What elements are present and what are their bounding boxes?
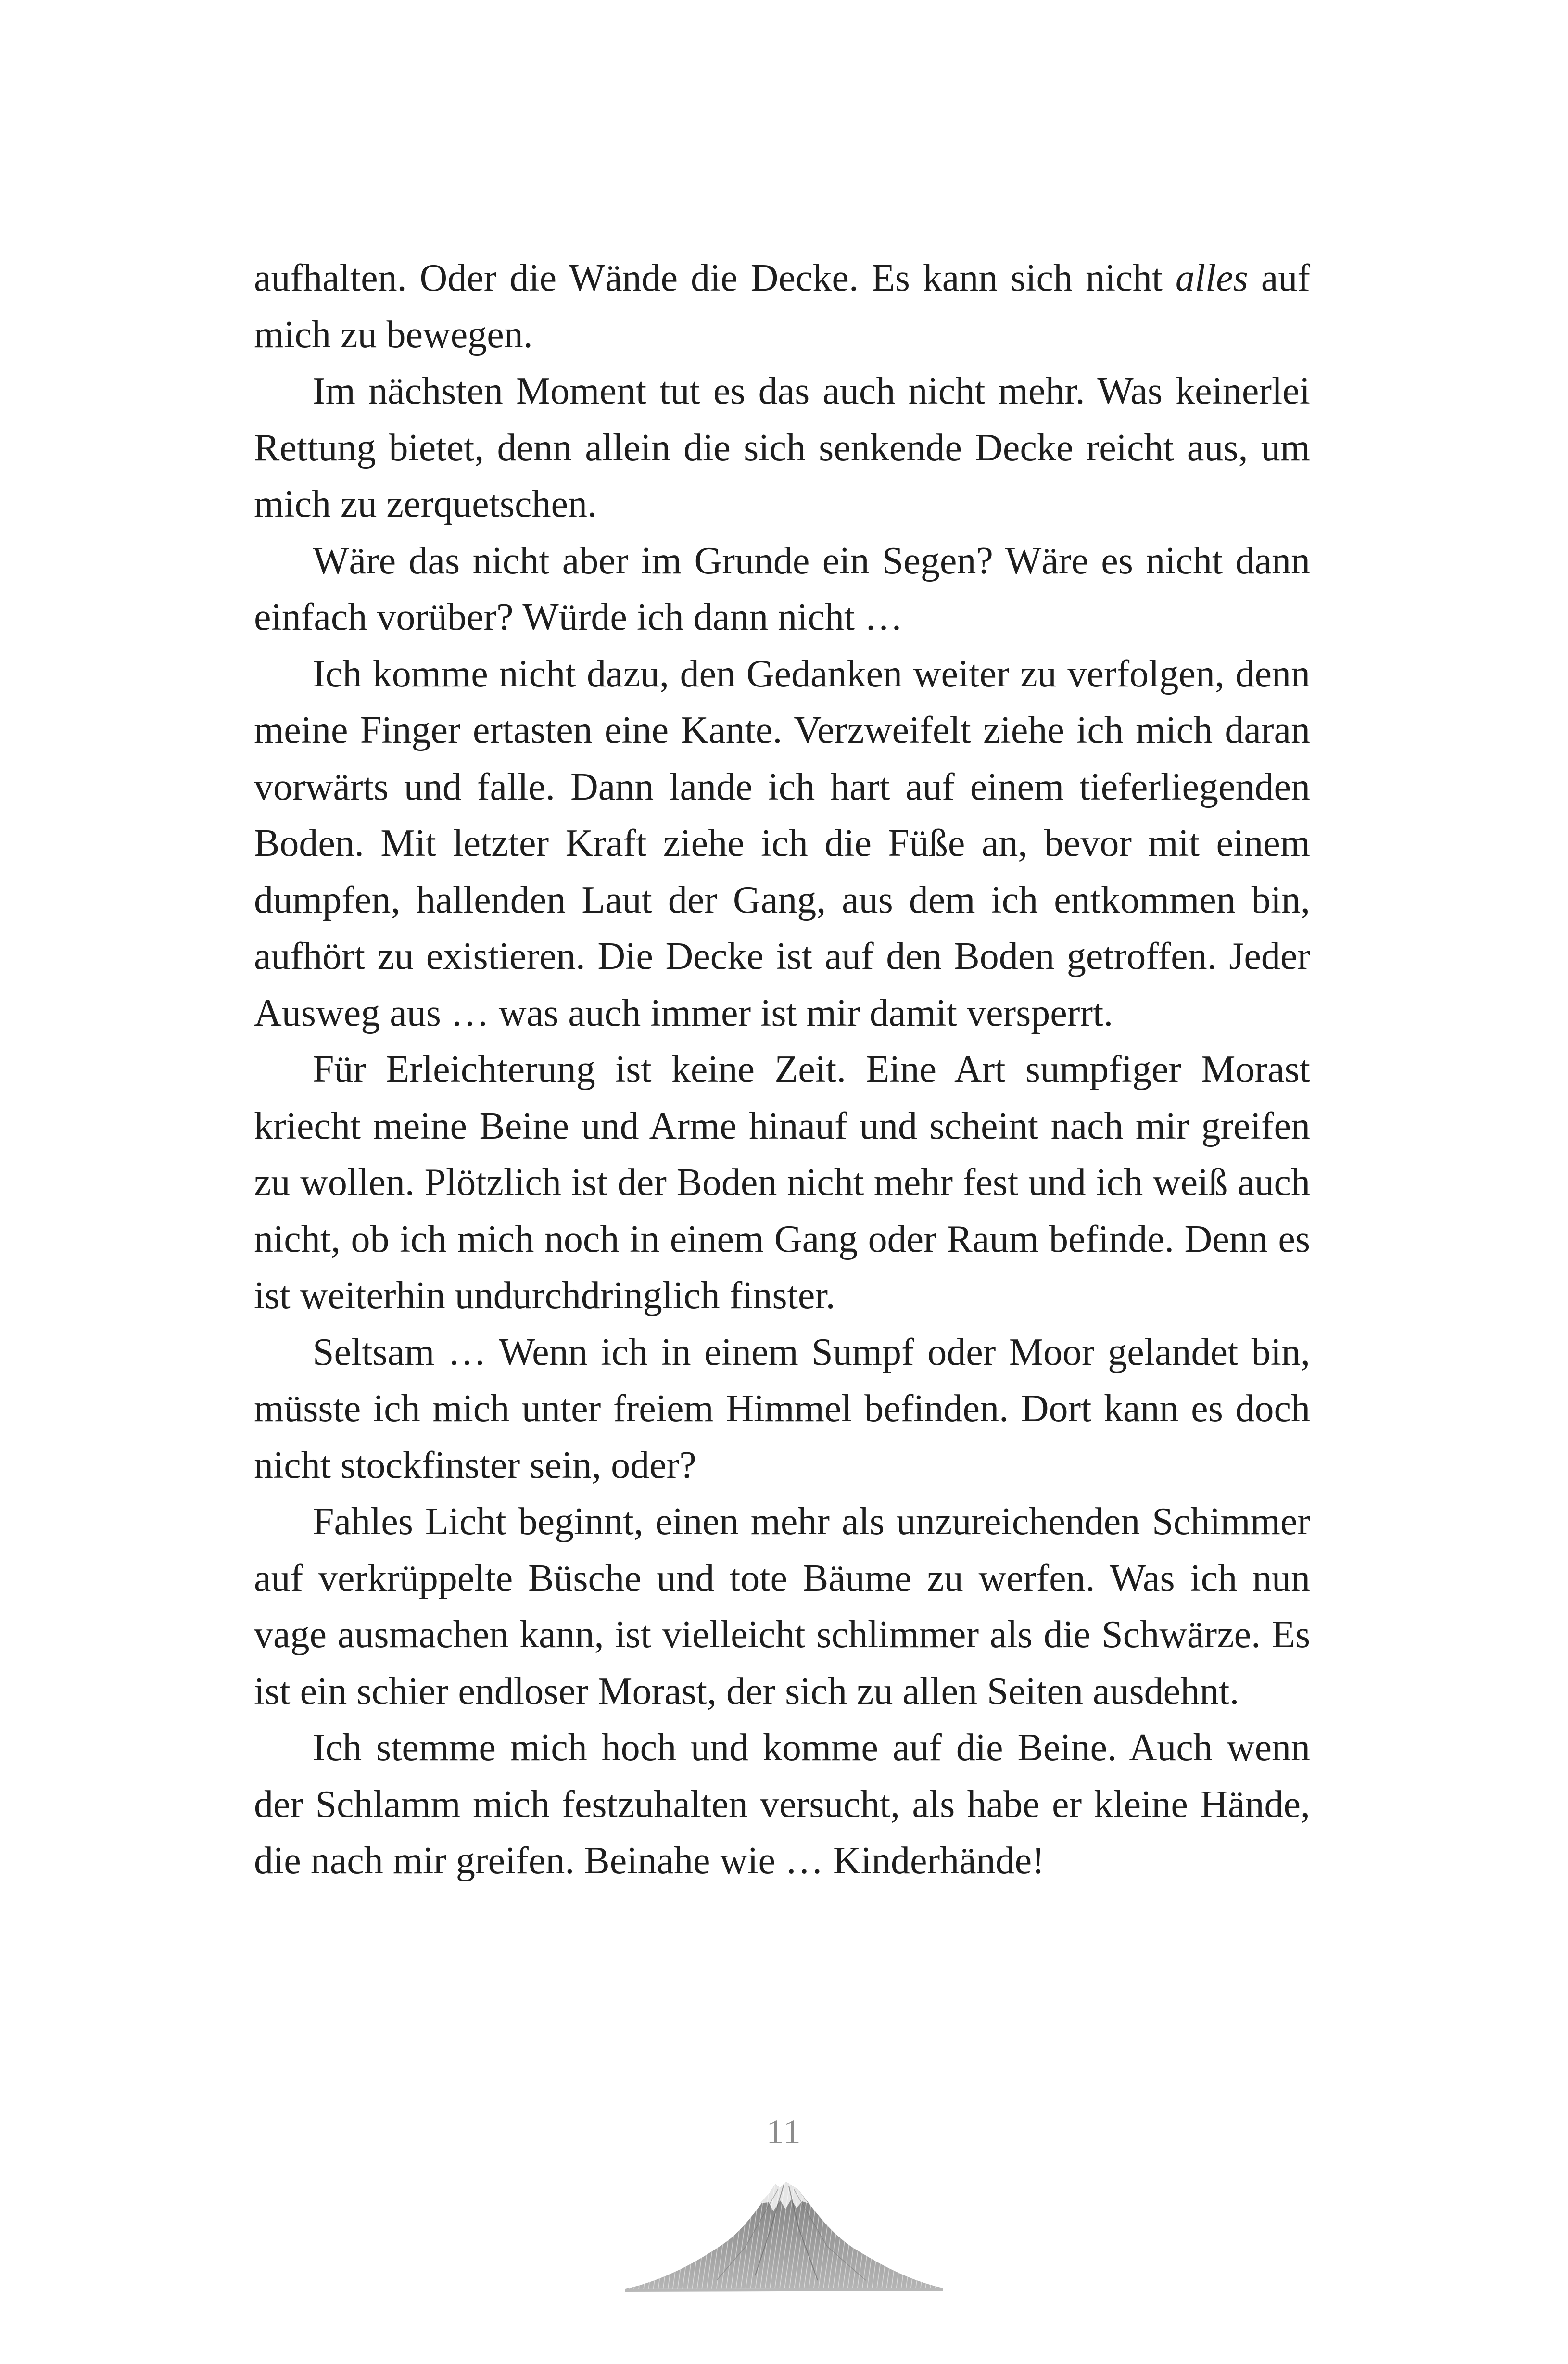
paragraph (254, 646, 1310, 1042)
text-run: Ich komme nicht dazu, den Gedanken weiter zu verfolgen, denn meine Finger ertasten eine Kante. Verzweifelt ziehe ich mich daran vorwärts und falle. Dann lande ich hart auf einem tieferliegenden Boden. Mit letzter Kraft ziehe ich die Füße an, bevor mit einem dumpfen, hallenden Laut der Gang, aus dem ich entkommen bin, aufhört zu existieren. Die Decke ist auf den Boden getroffen. Jeder Ausweg aus … was auch immer ist mir damit versperrt. (254, 652, 1310, 1034)
text-run: Wäre das nicht aber im Grunde ein Segen? Wäre es nicht dann einfach vorüber? Würde ich dann nicht … (254, 539, 1310, 638)
text-run: Ich stemme mich hoch und komme auf die Beine. Auch wenn der Schlamm mich festzuhalten versucht, als habe er kleine Hände, die nach mir greifen. Beinahe wie … Kinderhände! (254, 1727, 1310, 1882)
text-run: auf mich zu bewegen. (254, 257, 1310, 356)
text-run: Für Erleichterung ist keine Zeit. Eine Art sumpfiger Morast kriecht meine Beine und Arme hinauf und scheint nach mir greifen zu wollen. Plötzlich ist der Boden nicht mehr fest und ich weiß auch nicht, ob ich mich noch in einem Gang oder Raum befinde. Denn es ist weiterhin undurchdringlich finster. (254, 1048, 1310, 1317)
mountain-icon (625, 2136, 943, 2295)
paragraph (254, 533, 1310, 646)
paragraph (254, 363, 1310, 533)
page-number: 11 (766, 2112, 802, 2151)
text-run: aufhalten. Oder die Wände die Decke. Es kann sich nicht (254, 257, 1176, 299)
paragraph (254, 1042, 1310, 1324)
paragraph (254, 1324, 1310, 1494)
text-run: Seltsam … Wenn ich in einem Sumpf oder Moor gelandet bin, müsste ich mich unter freiem Himmel befinden. Dort kann es doch nicht stockfinster sein, oder? (254, 1331, 1310, 1487)
italic-text: alles (1175, 257, 1248, 299)
paragraph (254, 1494, 1310, 1720)
text-run: Fahles Licht beginnt, einen mehr als unzureichenden Schimmer auf verkrüppelte Büsche und tote Bäume zu werfen. Was ich nun vage ausmachen kann, ist vielleicht schlimmer als die Schwärze. Es ist ein schier endloser Morast, der sich zu allen Seiten ausdehnt. (254, 1500, 1310, 1713)
paragraph (254, 1720, 1310, 1890)
paragraph (254, 250, 1310, 363)
body-text (254, 250, 1310, 1890)
text-run: Im nächsten Moment tut es das auch nicht mehr. Was keinerlei Rettung bietet, denn allein die sich senkende Decke reicht aus, um mich zu zerquetschen. (254, 370, 1310, 525)
